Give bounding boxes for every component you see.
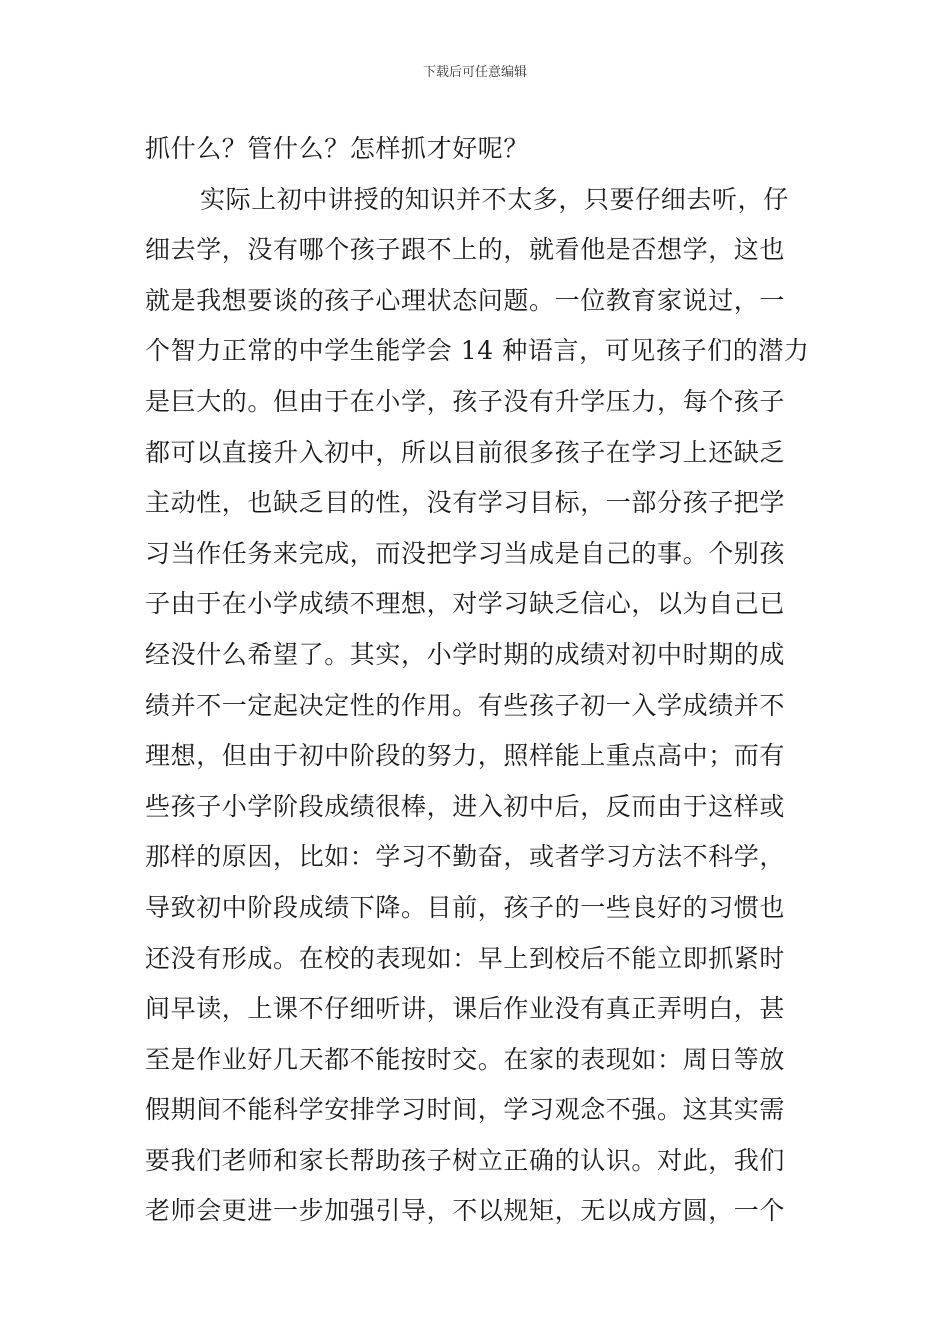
text-line: 那样的原因，比如：学习不勤奋，或者学习方法不科学， — [145, 842, 786, 872]
text-line: 习当作任务来完成，而没把学习当成是自己的事。个别孩 — [145, 538, 786, 568]
text-line: 是巨大的。但由于在小学，孩子没有升学压力，每个孩子 — [145, 386, 786, 416]
text-line: 子由于在小学成绩不理想，对学习缺乏信心，以为自己已 — [145, 589, 786, 619]
text-line: 主动性，也缺乏目的性，没有学习目标，一部分孩子把学 — [145, 488, 786, 518]
text-line: 假期间不能科学安排学习时间，学习观念不强。这其实需 — [145, 1095, 786, 1125]
text-line: 导致初中阶段成绩下降。目前，孩子的一些良好的习惯也 — [145, 892, 786, 922]
text-line: 都可以直接升入初中，所以目前很多孩子在学习上还缺乏 — [145, 437, 786, 467]
text-line: 抓什么？管什么？怎样抓才好呢？ — [145, 134, 530, 163]
text-line: 就是我想要谈的孩子心理状态问题。一位教育家说过，一 — [145, 285, 786, 315]
text-line: 个智力正常的中学生能学会 14 种语言，可见孩子们的潜力 — [145, 336, 810, 366]
paragraph-start-line: 实际上初中讲授的知识并不太多，只要仔细去听，仔 — [200, 184, 789, 214]
text-line: 老师会更进一步加强引导，不以规矩，无以成方圆，一个 — [145, 1196, 786, 1226]
text-line: 经没什么希望了。其实，小学时期的成绩对初中时期的成 — [145, 639, 786, 669]
text-line: 至是作业好几天都不能按时交。在家的表现如：周日等放 — [145, 1044, 786, 1074]
text-line: 绩并不一定起决定性的作用。有些孩子初一入学成绩并不 — [145, 690, 786, 720]
text-line: 细去学，没有哪个孩子跟不上的，就看他是否想学，这也 — [145, 235, 786, 265]
text-line: 间早读，上课不仔细听讲，课后作业没有真正弄明白，甚 — [145, 994, 786, 1024]
text-line: 理想，但由于初中阶段的努力，照样能上重点高中；而有 — [145, 741, 786, 771]
page-header: 下载后可任意编辑 — [422, 65, 527, 80]
body-text — [145, 124, 810, 1237]
text-line: 些孩子小学阶段成绩很棒，进入初中后，反而由于这样或 — [145, 791, 786, 821]
text-line: 要我们老师和家长帮助孩子树立正确的认识。对此，我们 — [145, 1145, 786, 1175]
text-line: 还没有形成。在校的表现如：早上到校后不能立即抓紧时 — [145, 943, 786, 973]
